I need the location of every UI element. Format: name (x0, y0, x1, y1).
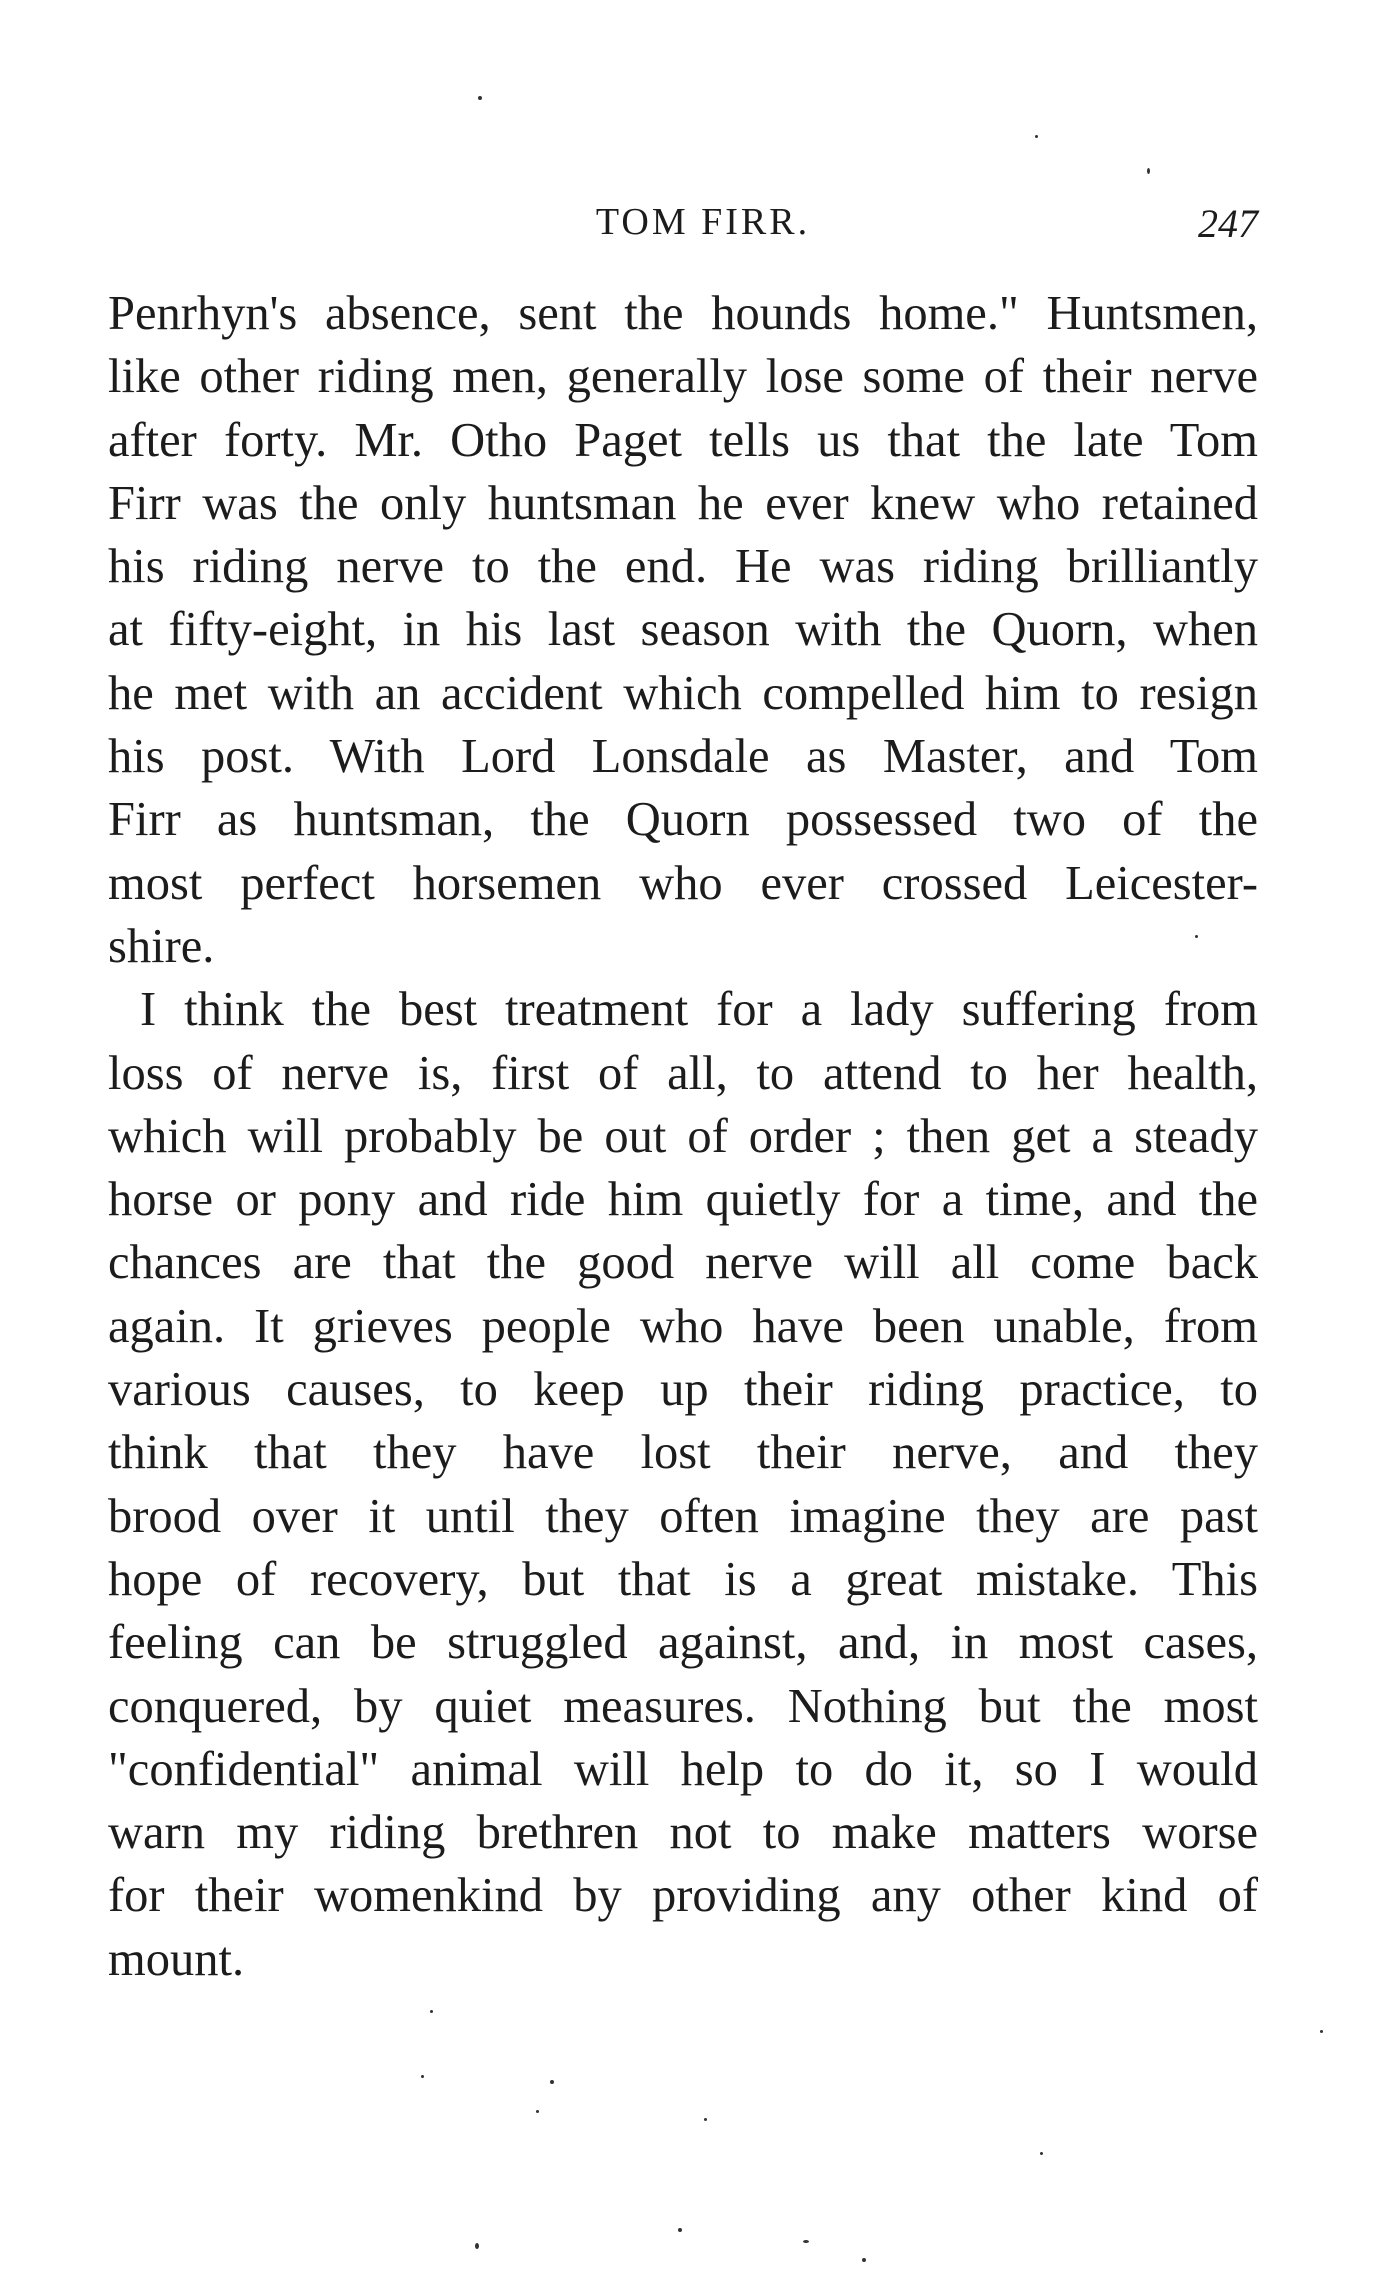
scan-speck (678, 2228, 682, 2232)
text-line: various causes, to keep up their riding practice, to (108, 1363, 1258, 1417)
text-line: his post. With Lord Lonsdale as Master, and Tom (108, 730, 1258, 784)
text-line: after forty. Mr. Otho Paget tells us that the late Tom (108, 413, 1258, 467)
scan-speck (803, 2240, 809, 2243)
scan-speck (704, 2118, 707, 2121)
text-line: Firr as huntsman, the Quorn possessed two of the (108, 793, 1258, 847)
text-line: which will probably be out of order ; then get a steady (108, 1109, 1258, 1163)
text-line: loss of nerve is, first of all, to attend to her health, (108, 1046, 1258, 1100)
scan-speck (1147, 168, 1150, 174)
text-line: "confidential" animal will help to do it, so I would (108, 1742, 1258, 1796)
paragraph-2 (108, 978, 1258, 1991)
text-line: feeling can be struggled against, and, in most cases, (108, 1616, 1258, 1670)
text-line: I think the best treatment for a lady suffering from (140, 983, 1258, 1037)
scan-speck (1035, 135, 1038, 138)
text-line: Firr was the only huntsman he ever knew who retained (108, 476, 1258, 530)
text-line: most perfect horsemen who ever crossed Leicester- (108, 856, 1258, 910)
text-line: Penrhyn's absence, sent the hounds home." Huntsmen, (108, 287, 1258, 340)
scan-speck (478, 96, 482, 100)
paragraph-1 (108, 282, 1258, 978)
text-line: hope of recovery, but that is a great mistake. This (108, 1552, 1258, 1606)
text-line: at fifty-eight, in his last season with the Quorn, when (108, 603, 1258, 657)
text-line: think that they have lost their nerve, and they (108, 1426, 1258, 1480)
scan-speck (862, 2258, 866, 2262)
text-line: for their womenkind by providing any other kind of (108, 1869, 1258, 1923)
scan-speck (550, 2080, 554, 2084)
text-line: warn my riding brethren not to make matters worse (108, 1806, 1258, 1860)
scan-speck (430, 2010, 433, 2013)
scan-speck (1195, 935, 1198, 938)
page-number: 247 (1198, 201, 1258, 246)
scan-speck (1320, 2030, 1323, 2033)
text-line: conquered, by quiet measures. Nothing but the most (108, 1679, 1258, 1733)
scan-speck (421, 2075, 424, 2078)
text-line: shire. (108, 919, 215, 973)
text-line: mount. (108, 1932, 245, 1986)
text-line: chances are that the good nerve will all come back (108, 1236, 1258, 1290)
text-line: like other riding men, generally lose some of their nerve (108, 350, 1258, 404)
text-line: brood over it until they often imagine they are past (108, 1489, 1258, 1543)
text-line: his riding nerve to the end. He was riding brilliantly (108, 540, 1258, 594)
text-line: again. It grieves people who have been unable, from (108, 1299, 1258, 1353)
scan-speck (475, 2243, 479, 2249)
text-line: he met with an accident which compelled him to resign (108, 666, 1258, 720)
scan-speck (1040, 2152, 1043, 2155)
text-line: horse or pony and ride him quietly for a time, and the (108, 1173, 1258, 1227)
body-text (108, 282, 1258, 1991)
running-title: TOM FIRR. (595, 201, 811, 243)
scan-speck (536, 2110, 539, 2113)
page-header (108, 200, 1258, 260)
